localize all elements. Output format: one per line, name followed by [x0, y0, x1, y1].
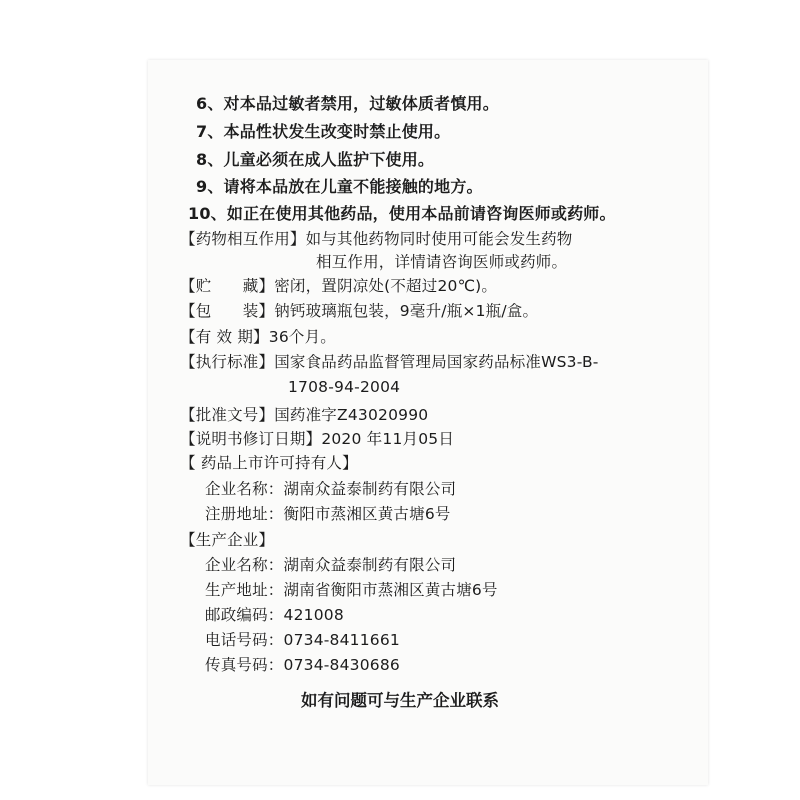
storage-label: 【贮 藏】: [180, 277, 275, 295]
validity-label: 【有 效 期】: [180, 328, 269, 346]
revision-section: [180, 429, 454, 449]
precaution-item-9: 9、请将本品放在儿童不能接触的地方。: [196, 177, 483, 196]
manufacturer-phone: 0734-8411661: [283, 631, 400, 649]
packaging-label: 【包 装】: [180, 302, 275, 320]
interactions-label: 【药物相互作用】: [180, 230, 306, 248]
holder-address: 衡阳市蒸湘区黄古塘6号: [283, 505, 451, 523]
holder-address-label: 注册地址：: [205, 505, 284, 523]
standard-section: [180, 352, 599, 372]
approval-value: 国药准字Z43020990: [274, 406, 429, 424]
standard-value-line2: 1708-94-2004: [288, 378, 401, 396]
validity-section: [180, 327, 336, 347]
interactions-section: [180, 229, 573, 249]
precaution-item-6: 6、对本品过敏者禁用，过敏体质者慎用。: [196, 94, 499, 113]
manufacturer-postcode-label: 邮政编码：: [205, 606, 284, 624]
manufacturer-name: 湖南众益泰制药有限公司: [283, 556, 457, 574]
approval-section: [180, 405, 428, 425]
holder-name-row: [205, 479, 456, 499]
approval-label: 【批准文号】: [180, 406, 275, 424]
holder-name: 湖南众益泰制药有限公司: [283, 480, 457, 498]
revision-label: 【说明书修订日期】: [180, 430, 322, 448]
interactions-text-line1: 如与其他药物同时使用可能会发生药物: [305, 230, 573, 248]
packaging-value: 钠钙玻璃瓶包装，9毫升/瓶×1瓶/盒。: [274, 302, 539, 320]
revision-value: 2020 年11月05日: [321, 430, 455, 448]
manufacturer-phone-row: [205, 630, 400, 650]
manufacturer-postcode: 421008: [283, 606, 344, 624]
standard-label: 【执行标准】: [180, 353, 275, 371]
manufacturer-address-row: [205, 580, 498, 600]
interactions-text-line2: 相互作用，详情请咨询医师或药师。: [316, 253, 568, 271]
contact-footer: 如有问题可与生产企业联系: [301, 691, 499, 710]
packaging-section: [180, 301, 538, 321]
manufacturer-heading: 【生产企业】: [180, 531, 275, 549]
holder-name-label: 企业名称：: [205, 480, 284, 498]
manufacturer-postcode-row: [205, 605, 344, 625]
manufacturer-fax: 0734-8430686: [283, 656, 400, 674]
holder-address-row: [205, 504, 451, 524]
manufacturer-fax-row: [205, 655, 400, 675]
validity-value: 36个月。: [268, 328, 336, 346]
manufacturer-address-label: 生产地址：: [205, 581, 284, 599]
storage-value: 密闭，置阴凉处(不超过20℃)。: [274, 277, 498, 295]
standard-value-line1: 国家食品药品监督管理局国家药品标准WS3-B-: [274, 353, 599, 371]
storage-section: [180, 276, 497, 296]
manufacturer-fax-label: 传真号码：: [205, 656, 284, 674]
precaution-item-7: 7、本品性状发生改变时禁止使用。: [196, 122, 451, 141]
manufacturer-name-label: 企业名称：: [205, 556, 284, 574]
precaution-item-8: 8、儿童必须在成人监护下使用。: [196, 150, 435, 169]
manufacturer-name-row: [205, 555, 456, 575]
manufacturer-address: 湖南省衡阳市蒸湘区黄古塘6号: [283, 581, 498, 599]
holder-heading: 【 药品上市许可持有人】: [180, 454, 358, 472]
manufacturer-phone-label: 电话号码：: [205, 631, 284, 649]
precaution-item-10: 10、如正在使用其他药品，使用本品前请咨询医师或药师。: [188, 204, 616, 223]
